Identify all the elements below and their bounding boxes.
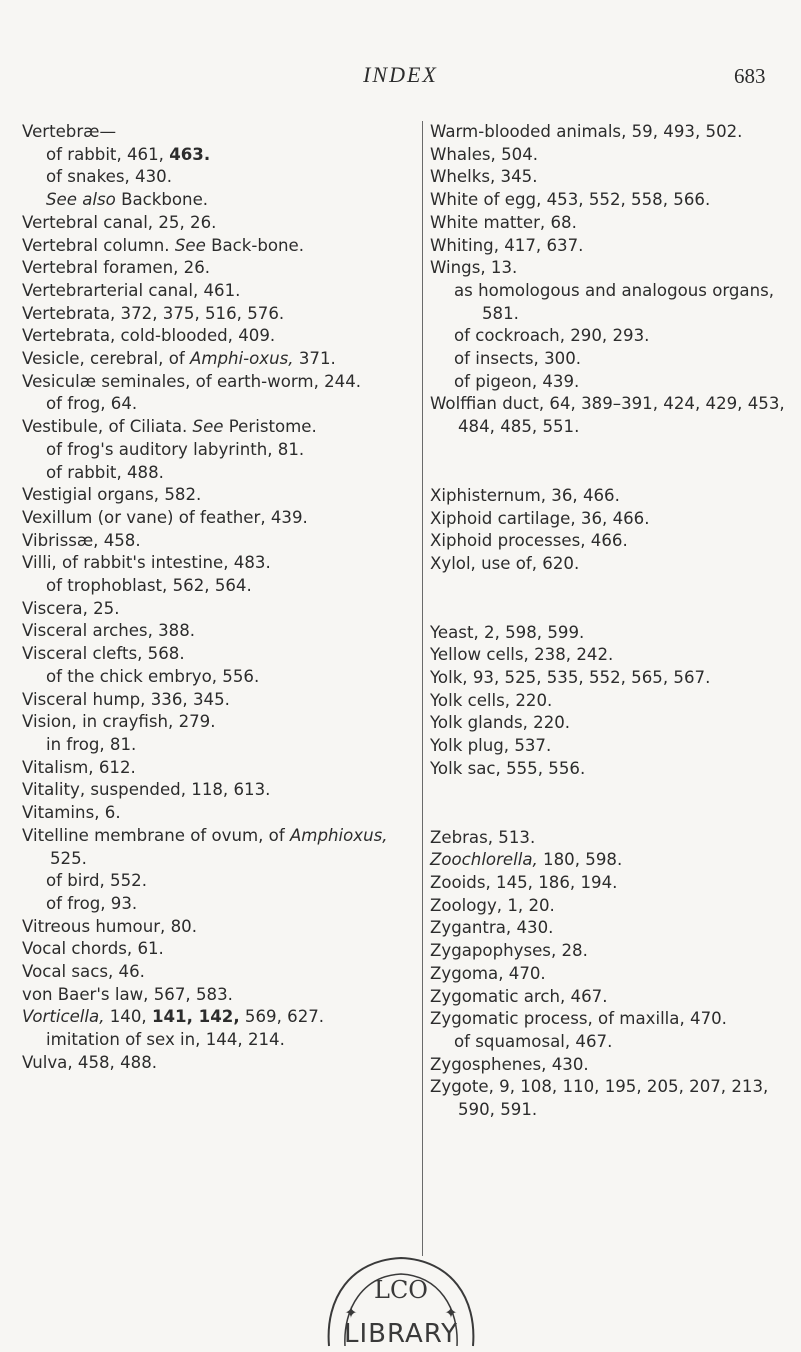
letter-section-gap [430, 576, 786, 622]
entry-text: 140, [104, 1007, 152, 1027]
index-subentry [22, 462, 418, 485]
entry-text: Zygantra, 430. [430, 918, 554, 938]
entry-text: Villi, of rabbit's intestine, 483. [22, 553, 271, 573]
entry-text: Vestigial organs, 582. [22, 485, 202, 505]
column-rule [422, 121, 423, 1256]
index-entry [430, 393, 786, 438]
index-entry [430, 758, 786, 781]
entry-text: Zooids, 145, 186, 194. [430, 872, 618, 892]
index-entry [22, 757, 418, 780]
index-entry [430, 121, 786, 144]
index-entry [22, 257, 418, 280]
entry-text: Backbone. [115, 190, 209, 210]
index-entry [22, 552, 418, 575]
index-entry [430, 144, 786, 167]
index-entry [22, 280, 418, 303]
index-entry [22, 371, 418, 394]
index-subentry [22, 734, 418, 757]
index-entry [430, 712, 786, 735]
index-entry [22, 530, 418, 553]
stamp-star-right-icon: ✦ [444, 1303, 458, 1322]
index-entry [430, 485, 786, 508]
entry-text: Vorticella, [22, 1007, 105, 1027]
entry-text: See also [46, 190, 116, 210]
index-entry [430, 690, 786, 713]
index-entry [430, 508, 786, 531]
entry-text: Zygosphenes, 430. [430, 1054, 589, 1074]
index-entry [22, 711, 418, 734]
index-entry [22, 825, 418, 870]
index-column-right [430, 121, 786, 1122]
index-entry [22, 416, 418, 439]
index-entry [22, 1006, 418, 1029]
entry-text: Viscera, 25. [22, 598, 120, 618]
index-entry [22, 507, 418, 530]
entry-text: of squamosal, 467. [454, 1031, 613, 1051]
entry-text: See [192, 417, 224, 437]
entry-text: of rabbit, 461, [46, 144, 170, 164]
entry-text: Vexillum (or vane) of feather, 439. [22, 507, 308, 527]
entry-text: Zygomatic process, of maxilla, 470. [430, 1009, 727, 1029]
entry-text: Vertebræ— [22, 122, 117, 141]
stamp-star-left-icon: ✦ [344, 1303, 358, 1322]
index-entry [22, 484, 418, 507]
entry-text: Vertebrata, cold-blooded, 409. [22, 326, 276, 346]
entry-text: Zygote, 9, 108, 110, 195, 205, 207, 213, 590, 591. [430, 1077, 769, 1120]
entry-text: See [174, 235, 206, 255]
page-number: 683 [734, 64, 766, 88]
index-entry [22, 779, 418, 802]
library-stamp-seal [311, 1238, 491, 1348]
index-entry [430, 622, 786, 645]
entry-text: Vitality, suspended, 118, 613. [22, 780, 271, 800]
index-subentry [430, 280, 786, 325]
entry-text: Wolffian duct, 64, 389–391, 424, 429, 453, 484, 485, 551. [430, 394, 785, 437]
index-entry [430, 986, 786, 1009]
entry-text: in frog, 81. [46, 734, 137, 754]
index-entry [22, 620, 418, 643]
library-stamp [311, 1238, 491, 1348]
index-subentry [22, 870, 418, 893]
entry-text: Vocal chords, 61. [22, 939, 164, 959]
index-entry [22, 802, 418, 825]
entry-text: Amphi-oxus, [189, 349, 294, 369]
index-entry [22, 212, 418, 235]
entry-text: Vertebral foramen, 26. [22, 258, 211, 278]
entry-text: Xiphisternum, 36, 466. [430, 485, 620, 505]
entry-text: as homologous and analogous organs, 581. [454, 280, 775, 323]
entry-text: of pigeon, 439. [454, 371, 580, 391]
index-entry [430, 963, 786, 986]
entry-text: Yolk glands, 220. [430, 713, 571, 733]
entry-text: of frog, 93. [46, 893, 138, 913]
index-entry [430, 553, 786, 576]
entry-text: Xylol, use of, 620. [430, 553, 580, 573]
entry-text: of frog, 64. [46, 394, 138, 414]
index-entry [22, 348, 418, 371]
entry-text: Zoology, 1, 20. [430, 895, 555, 915]
entry-text: Whales, 504. [430, 144, 539, 164]
entry-text: Wings, 13. [430, 258, 518, 278]
index-entry [430, 917, 786, 940]
index-entry [22, 689, 418, 712]
index-entry [22, 643, 418, 666]
entry-text: Vesicle, cerebral, of [22, 349, 190, 369]
index-entry [430, 667, 786, 690]
entry-text: von Baer's law, 567, 583. [22, 984, 233, 1004]
entry-text: Visceral hump, 336, 345. [22, 689, 230, 709]
entry-text: Vocal sacs, 46. [22, 962, 145, 982]
index-entry [22, 325, 418, 348]
index-entry [430, 166, 786, 189]
entry-text: Zygapophyses, 28. [430, 941, 588, 961]
entry-text: Yolk plug, 537. [430, 736, 552, 756]
entry-text: of insects, 300. [454, 349, 582, 369]
entry-text: Zebras, 513. [430, 827, 536, 847]
entry-text: Vestibule, of Ciliata. [22, 417, 193, 437]
index-subentry [22, 893, 418, 916]
entry-text: 569, 627. [239, 1007, 325, 1027]
running-title: INDEX [363, 62, 438, 87]
entry-text: 141, 142, [151, 1007, 240, 1027]
index-subentry [22, 439, 418, 462]
index-subentry [22, 393, 418, 416]
index-entry [430, 872, 786, 895]
entry-text: Whelks, 345. [430, 167, 538, 187]
index-subentry [22, 666, 418, 689]
index-entry [22, 235, 418, 258]
entry-text: Vertebrata, 372, 375, 516, 576. [22, 303, 285, 323]
entry-text: White matter, 68. [430, 212, 577, 232]
index-column-left [22, 121, 418, 1075]
index-entry [22, 938, 418, 961]
entry-text: Vertebrarterial canal, 461. [22, 280, 241, 300]
index-subentry [22, 166, 418, 189]
index-subentry [22, 189, 418, 212]
index-entry [22, 961, 418, 984]
index-entry [22, 598, 418, 621]
index-entry [430, 644, 786, 667]
index-entry [430, 849, 786, 872]
letter-section-gap [430, 781, 786, 827]
index-entry [430, 1076, 786, 1121]
entry-text: Vertebral canal, 25, 26. [22, 212, 217, 232]
entry-text: Vitalism, 612. [22, 757, 136, 777]
entry-text: Warm-blooded animals, 59, 493, 502. [430, 122, 743, 141]
entry-text: Vitelline membrane of ovum, of [22, 825, 290, 845]
letter-section-gap [430, 439, 786, 485]
stamp-top-text: LCO [374, 1276, 428, 1304]
entry-text: Whiting, 417, 637. [430, 235, 584, 255]
entry-text: White of egg, 453, 552, 558, 566. [430, 190, 711, 210]
index-entry [430, 235, 786, 258]
entry-text: of cockroach, 290, 293. [454, 326, 650, 346]
entry-text: Vibrissæ, 458. [22, 530, 141, 550]
entry-text: Vesiculæ seminales, of earth-worm, 244. [22, 371, 362, 391]
stamp-bottom-text: LIBRARY [343, 1319, 459, 1348]
index-subentry [22, 575, 418, 598]
entry-text: of bird, 552. [46, 871, 147, 891]
entry-text: Vision, in crayfish, 279. [22, 712, 216, 732]
index-entry [430, 257, 786, 280]
index-entry [22, 916, 418, 939]
index-subentry [22, 144, 418, 167]
entry-text: of the chick embryo, 556. [46, 666, 260, 686]
entry-text: Back-bone. [205, 235, 305, 255]
entry-text: Yellow cells, 238, 242. [430, 645, 614, 665]
entry-text: Visceral arches, 388. [22, 621, 196, 641]
index-subentry [430, 1031, 786, 1054]
index-entry [22, 1052, 418, 1075]
entry-text: of frog's auditory labyrinth, 81. [46, 439, 305, 459]
index-entry [430, 1008, 786, 1031]
index-entry [430, 1054, 786, 1077]
entry-text: Peristome. [223, 417, 317, 437]
entry-text: of rabbit, 488. [46, 462, 164, 482]
index-subentry [430, 371, 786, 394]
entry-text: of snakes, 430. [46, 167, 172, 187]
index-entry [430, 212, 786, 235]
entry-text: Xiphoid cartilage, 36, 466. [430, 508, 650, 528]
index-subentry [430, 348, 786, 371]
entry-text: Amphioxus, [289, 825, 388, 845]
index-subentry [22, 1029, 418, 1052]
entry-text: of trophoblast, 562, 564. [46, 576, 252, 596]
index-subentry [430, 325, 786, 348]
index-entry [430, 189, 786, 212]
entry-text: Vertebral column. [22, 235, 175, 255]
entry-text: 463. [169, 144, 211, 164]
index-entry [22, 303, 418, 326]
index-entry [430, 530, 786, 553]
entry-text: Yolk cells, 220. [430, 690, 553, 710]
index-entry [22, 984, 418, 1007]
entry-text: Vitamins, 6. [22, 803, 121, 823]
entry-text: Yeast, 2, 598, 599. [430, 622, 585, 642]
entry-text: Xiphoid processes, 466. [430, 531, 628, 551]
index-entry [430, 827, 786, 850]
entry-text: Zygoma, 470. [430, 963, 546, 983]
entry-text: 525. [50, 848, 87, 868]
entry-text: Zoochlorella, [430, 850, 538, 870]
index-entry [430, 735, 786, 758]
index-entry [430, 940, 786, 963]
entry-text: Yolk, 93, 525, 535, 552, 565, 567. [430, 668, 711, 688]
entry-text: 180, 598. [537, 850, 623, 870]
index-entry [430, 895, 786, 918]
entry-text: Vulva, 458, 488. [22, 1052, 158, 1072]
entry-text: Visceral clefts, 568. [22, 644, 185, 664]
entry-text: Yolk sac, 555, 556. [430, 758, 586, 778]
index-entry [22, 121, 418, 144]
entry-text: Vitreous humour, 80. [22, 916, 197, 936]
entry-text: Zygomatic arch, 467. [430, 986, 608, 1006]
entry-text: 371. [293, 349, 336, 369]
entry-text: imitation of sex in, 144, 214. [46, 1030, 285, 1050]
